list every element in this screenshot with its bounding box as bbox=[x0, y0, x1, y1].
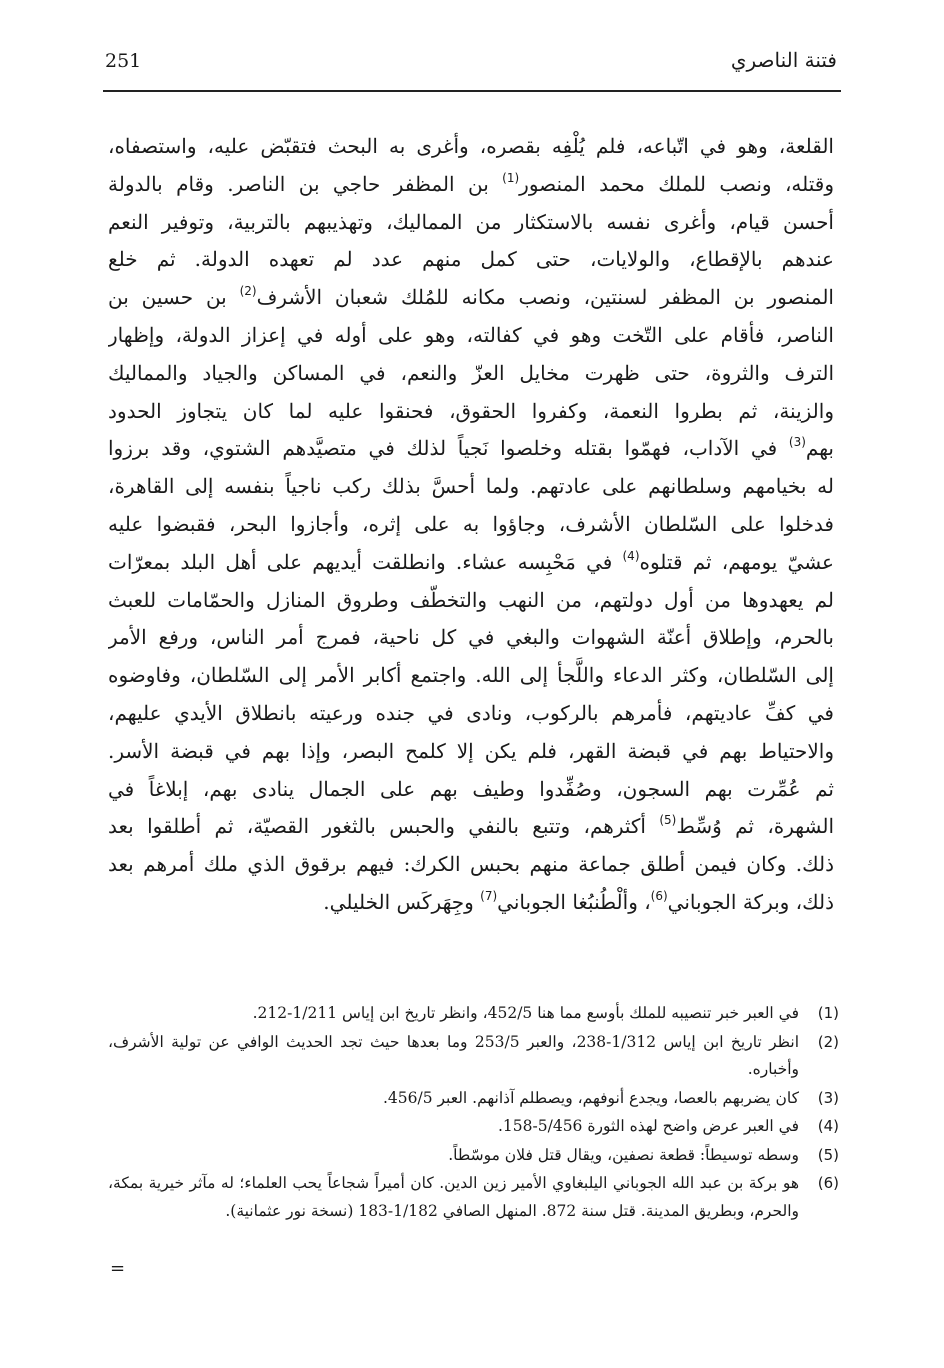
footnote-number: (2) bbox=[817, 1032, 839, 1051]
text-line: إلى السّلطان، وكثر الدعاء واللَّجأ إلى الله. واجتمع أكابر الأمر إلى السّلطان، وفاوضوه bbox=[108, 663, 834, 688]
footnote-number: (3) bbox=[817, 1088, 839, 1107]
footnote-reference: (4) bbox=[622, 548, 640, 563]
footnote-text: في العبر خبر تنصيبه للملك بأوسع مما هنا 452/5، وانظر تاريخ ابن إياس 1/211-212. bbox=[252, 1004, 799, 1022]
footnote-text: انظر تاريخ ابن إياس 1/312-238، والعبر 253/5 وما بعدها حيث تجد الحديث الوافي عن تولية الأشرف، وأخباره. bbox=[108, 1032, 800, 1078]
text-line: القلعة، وهو في اتّباعه، فلم يُلْفِه بقصره، وأغرى به البحث فتقبّض عليه، واستصفاه، bbox=[108, 134, 834, 158]
footnote-reference: (3) bbox=[788, 435, 806, 450]
text-line: لم يعهدوها من أول دولتهم، من النهب والتخطّف وطروق المنازل والحمّامات للعبث bbox=[108, 587, 834, 612]
page-header bbox=[105, 40, 839, 84]
footnote bbox=[108, 1142, 839, 1170]
footnote-reference: (5) bbox=[659, 813, 677, 828]
footnote bbox=[108, 1000, 839, 1028]
page-number: 251 bbox=[105, 50, 142, 72]
text-line: والاحتياط بهم في قبضة القهر، فلم يكن إلا كلمح البصر، وإذا بهم في قبضة الأسر. bbox=[108, 738, 834, 763]
text-line: بهم$^{(3)}$ في الآداب، فهمّوا بقتله وخلصوا نَجياً لذلك في متصيَّدهم الشتوي، وقد برزوا bbox=[108, 435, 834, 461]
text-line: الناصر، فأقام على التّخت وهو في كفالته، وهو على أوله في إعزاز الدولة، وإظهار bbox=[108, 322, 834, 347]
header-rule bbox=[103, 90, 841, 92]
footnote-number: (6) bbox=[817, 1174, 839, 1192]
footnote-reference: (7) bbox=[480, 888, 498, 903]
text-line: فدخلوا على السّلطان الأشرف، وجاؤوا به على إثره، وأجازوا البحر، فقبضوا عليه bbox=[108, 511, 834, 536]
footnote bbox=[108, 1085, 839, 1113]
text-line: المنصور بن المظفر لسنتين، ونصب مكانه للمُلك شعبان الأشرف$^{(2)}$ بن حسين بن bbox=[108, 284, 834, 310]
footnote-number: (5) bbox=[817, 1145, 839, 1164]
text-line: الشهرة، ثم وُسِّط$^{(5)}$ أكثرهم، وتتبع بالنفي والحبس بالثغور القصيّة، ثم أطلقوا بعد bbox=[108, 813, 834, 839]
text-line: وقتله، ونصب للملك محمد المنصور$^{(1)}$ بن المظفر حاجي بن الناصر. وقام بالدولة bbox=[108, 170, 834, 196]
footnote-text: وسطه توسيطاً: قطعة نصفين، ويقال قتل فلان موسّطاً. bbox=[448, 1145, 799, 1164]
continuation-mark: = bbox=[110, 1258, 126, 1279]
text-line: أحسن قيام، وأغرى نفسه بالاستكثار من المماليك، وتهذيبهم بالتربية، وتوفير النعم bbox=[108, 209, 834, 234]
footnotes bbox=[108, 1000, 839, 1226]
text-line: عندهم بالإقطاع، والولايات، حتى كمل منهم عدد لم تعهده الدولة. ثم خلع bbox=[108, 247, 834, 272]
footnote-text: كان يضربهم بالعصا، ويجدع أنوفهم، ويصطلم آذانهم. العبر 456/5. bbox=[382, 1088, 799, 1107]
text-line: عشيّ يومهم، ثم قتلوه$^{(4)}$ في مَحْبِسه عشاء. وانطلقت أيديهم على أهل البلد بمعرّات bbox=[108, 548, 834, 574]
footnote-text: هو بركة بن عبد الله الجوباني اليلبغاوي الأمير زين الدين. كان أميراً شجاعاً يحب العلماء؛ له مآثر خيرية بمكة، والحرم، وبطريق المدينة. قتل سنة 872. المنهل الصافي 1/182-183 (نسخة نور عثمانية). bbox=[108, 1174, 799, 1220]
text-line: ذلك، وبركة الجوباني$^{(6)}$، وألْطُنبُغا الجوباني$^{(7)}$ وجِهَركَس الخليلي. bbox=[323, 888, 834, 914]
text-line: ذلك. وكان فيمن أطلق جماعة منهم بحبس الكرك: فيهم برقوق الذي ملك أمرهم بعد bbox=[108, 852, 834, 877]
footnote bbox=[108, 1029, 839, 1084]
footnote-number: (4) bbox=[817, 1117, 839, 1135]
footnote-reference: (2) bbox=[239, 284, 257, 299]
footnote-number: (1) bbox=[817, 1004, 839, 1022]
footnote-reference: (1) bbox=[502, 170, 520, 185]
footnote-reference: (6) bbox=[650, 888, 668, 903]
text-line: الترف والثروة، حتى ظهرت مخايل العزّ والنعم، في المساكن والجياد والمماليك bbox=[108, 360, 834, 385]
running-title: فتنة الناصري bbox=[730, 48, 837, 72]
footnote bbox=[108, 1113, 839, 1141]
footnote bbox=[108, 1170, 839, 1225]
text-line: في كفِّ عاديتهم، فأمرهم بالركوب، ونادى في جنده ورعيته بانطلاق الأيدي عليهم، bbox=[108, 700, 834, 725]
text-line: بالحرم، وإطلاق أعنّة الشهوات والبغي في كل ناحية، فمرج أمر الناس، ورفع الأمر bbox=[108, 625, 834, 650]
text-line: له بخيامهم وسلطانهم على عادتهم. ولما أحسَّ بذلك ركب ناجياً بنفسه إلى القاهرة، bbox=[108, 474, 834, 499]
footnote-text: في العبر عرض واضح لهذه الثورة 5/456-158. bbox=[497, 1117, 799, 1135]
main-text bbox=[108, 128, 834, 922]
text-line: والزينة، ثم بطروا النعمة، وكفروا الحقوق، فحنقوا عليه لما كان يتجاوز الحدود bbox=[108, 398, 834, 423]
text-line: ثم عُمِّرت بهم السجون، وصُفِّدوا وطيف بهم على الجمال ينادى بهم، إبلاغاً في bbox=[108, 776, 834, 801]
